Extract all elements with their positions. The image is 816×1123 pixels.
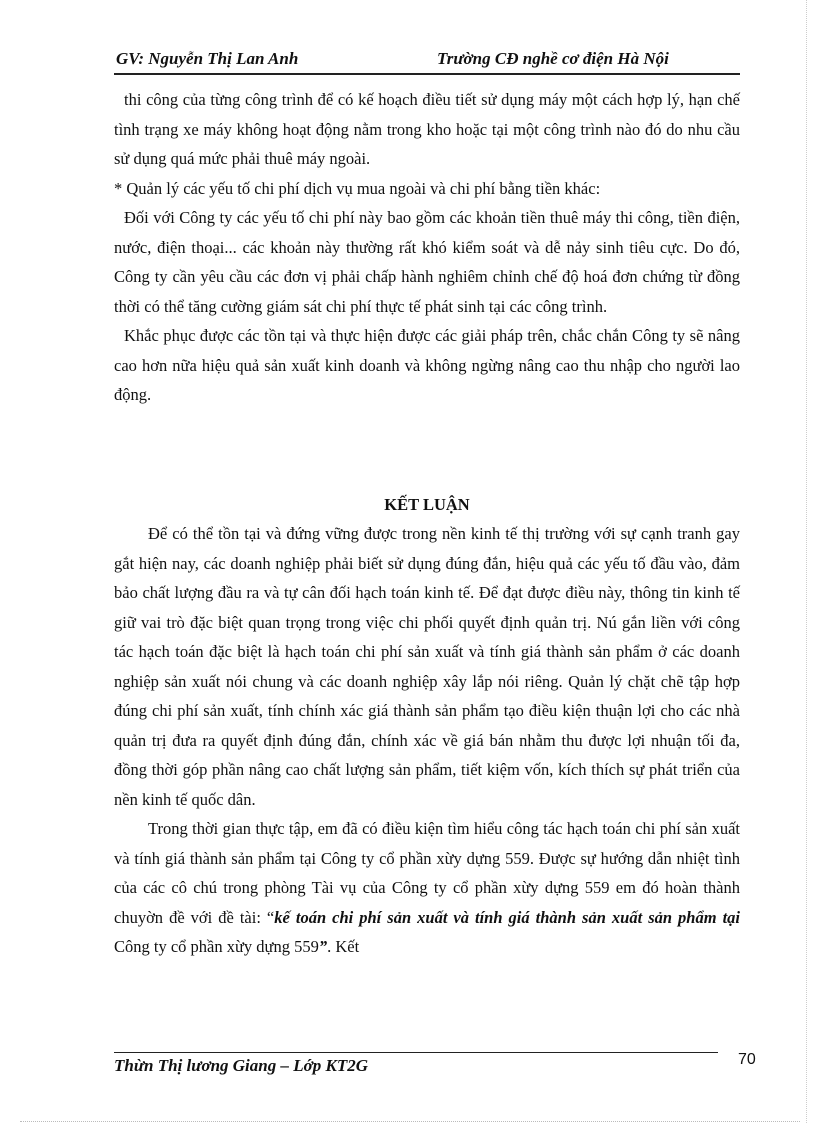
paragraph-machine-use: thi công của từng công trình để có kế hoạch điều tiết sử dụng máy một cách hợp lý, hạn chế tình trạng xe máy không hoạt động nằm trong kho hoặc tại một công trình nào đó do nhu cầu sử dụng quá mức phải thuê máy ngoài. — [114, 90, 740, 168]
conclusion-title: KẾT LUẬN — [384, 494, 470, 514]
closing-quote: ” — [318, 937, 328, 956]
page-bottom-border — [20, 1121, 800, 1122]
paragraph-internship — [114, 814, 740, 962]
page-number: 70 — [738, 1051, 756, 1068]
header-teacher: GV: Nguyễn Thị Lan Anh — [116, 49, 299, 68]
page-body — [114, 85, 740, 962]
footer-author: Thừn Thị lương Giang – Lớp KT2G — [114, 1056, 368, 1075]
topic-title: kế toán chi phí sản xuất và tính giá thành sản xuất sản phẩm tại — [274, 907, 741, 927]
footer-divider — [114, 1052, 718, 1053]
paragraph-services: Đối với Công ty các yếu tố chi phí này bao gồm các khoản tiền thuê máy thi công, tiền điện, nước, điện thoại... các khoản này thường rất khó kiểm soát và dễ nảy sinh tiêu cực. Do đó, Công ty cần yêu cầu các đơn vị phải chấp hành nghiêm chỉnh chế độ hoá đơn chứng từ đồng thời có thể tăng cường giám sát chi phí thực tế phát sinh tại các công trình. — [114, 208, 740, 316]
paragraph-conclusion: Để có thể tồn tại và đứng vững được trong nền kinh tế thị trường với sự cạnh tranh gay gắt hiện nay, các doanh nghiệp phải biết sử dụng đúng đắn, hiệu quả các yếu tố đầu vào, đảm bảo chất lượng đầu ra và tự cân đối hạch toán kinh tế. Để đạt được điều này, thông tin kinh tế giữ vai trò đặc biệt quan trọng trong việc chi phối quyết định quản trị. Nú gắn liền với công tác hạch toán đặc biệt là hạch toán chi phí sản xuất và tính giá thành sản phẩm ở các doanh nghiệp sản xuất nói chung và các doanh nghiệp xây lắp nói riêng. Quản lý chặt chẽ tập hợp đúng chi phí sản xuất, tính chính xác giá thành sản phẩm tạo điều kiện thuận lợi cho các nhà quản trị đưa ra quyết định đúng đắn, chính xác về giá bán nhằm thu được lợi nhuận tối đa, đồng thời góp phần nâng cao chất lượng sản phẩm, tiết kiệm vốn, kích thích sự phát triển của nền kinh tế quốc dân. — [114, 524, 740, 809]
internship-text-end: . Kết — [327, 937, 360, 956]
company-name: Công ty cổ phần xừy dựng 559 — [114, 937, 319, 956]
page-header — [114, 49, 740, 75]
page-right-border — [806, 0, 807, 1123]
header-school: Trường CĐ nghề cơ điện Hà Nội — [437, 49, 669, 68]
paragraph-overcome: Khắc phục được các tồn tại và thực hiện được các giải pháp trên, chắc chắn Công ty sẽ nâng cao hơn nữa hiệu quả sản xuất kinh doanh và không ngừng nâng cao thu nhập cho người lao động. — [114, 326, 740, 404]
internship-text: Trong thời gian thực tập, em đã có điều kiện tìm hiểu công tác hạch toán chi phí sản xuất và tính giá thành sản phẩm tại Công ty cổ phần xừy dựng 559. Được sự hướng dẫn nhiệt tình của các cô chú trong phòng Tài vụ của Công ty cổ phần xừy dựng 559 em đó hoàn thành chuyờn đề với đề tài: “ — [114, 819, 740, 927]
section-gap — [114, 410, 740, 490]
paragraph-services-heading: * Quản lý các yếu tố chi phí dịch vụ mua ngoài và chi phí bằng tiền khác: — [114, 178, 601, 198]
